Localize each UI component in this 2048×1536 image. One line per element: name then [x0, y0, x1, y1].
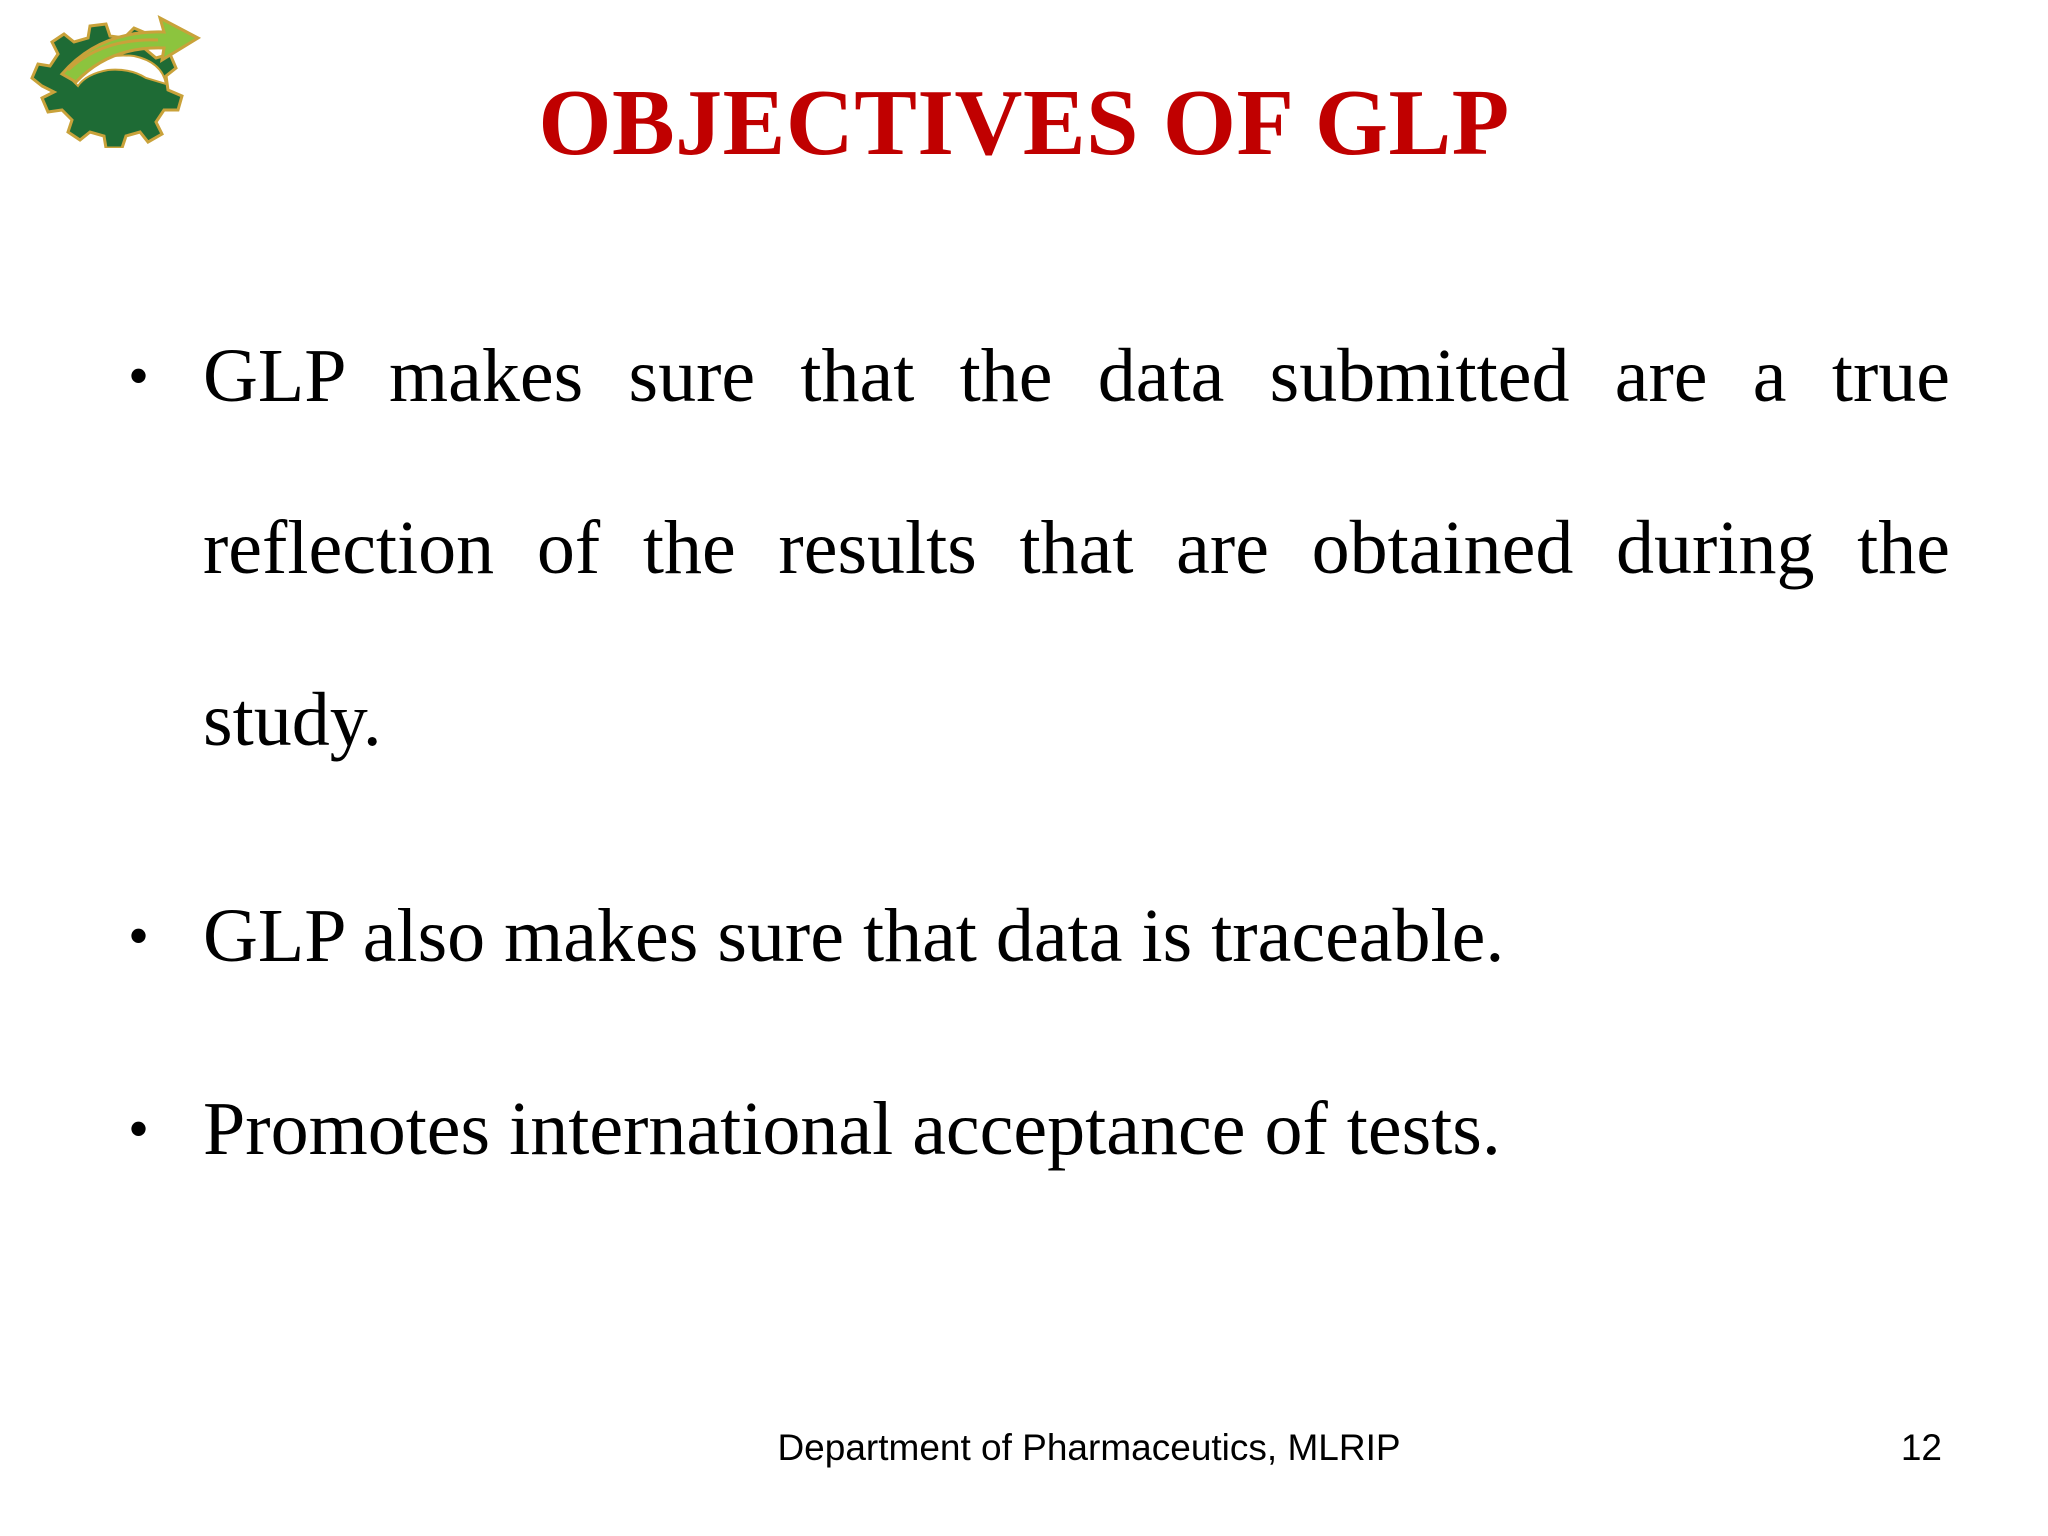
bullet-list	[120, 290, 1950, 1179]
bullet-item	[120, 1079, 1950, 1179]
bullet-item	[120, 886, 1950, 986]
footer-department: Department of Pharmaceutics, MLRIP	[777, 1427, 1401, 1468]
bullet-dot-icon: •	[128, 903, 150, 969]
bullet-text: Promotes international acceptance of tests.	[203, 1087, 1501, 1171]
bullet-text: GLP also makes sure that data is traceable.	[203, 894, 1505, 978]
slide-title: OBJECTIVES OF GLP	[538, 71, 1510, 175]
bullet-item	[120, 290, 1950, 806]
bullet-dot-icon: •	[128, 343, 150, 409]
page-number: 12	[1900, 1427, 1942, 1468]
bullet-dot-icon: •	[128, 1096, 150, 1162]
bullet-text: GLP makes sure that the data submitted are a true reflection of the results that are obtained during the study.	[203, 334, 1950, 762]
